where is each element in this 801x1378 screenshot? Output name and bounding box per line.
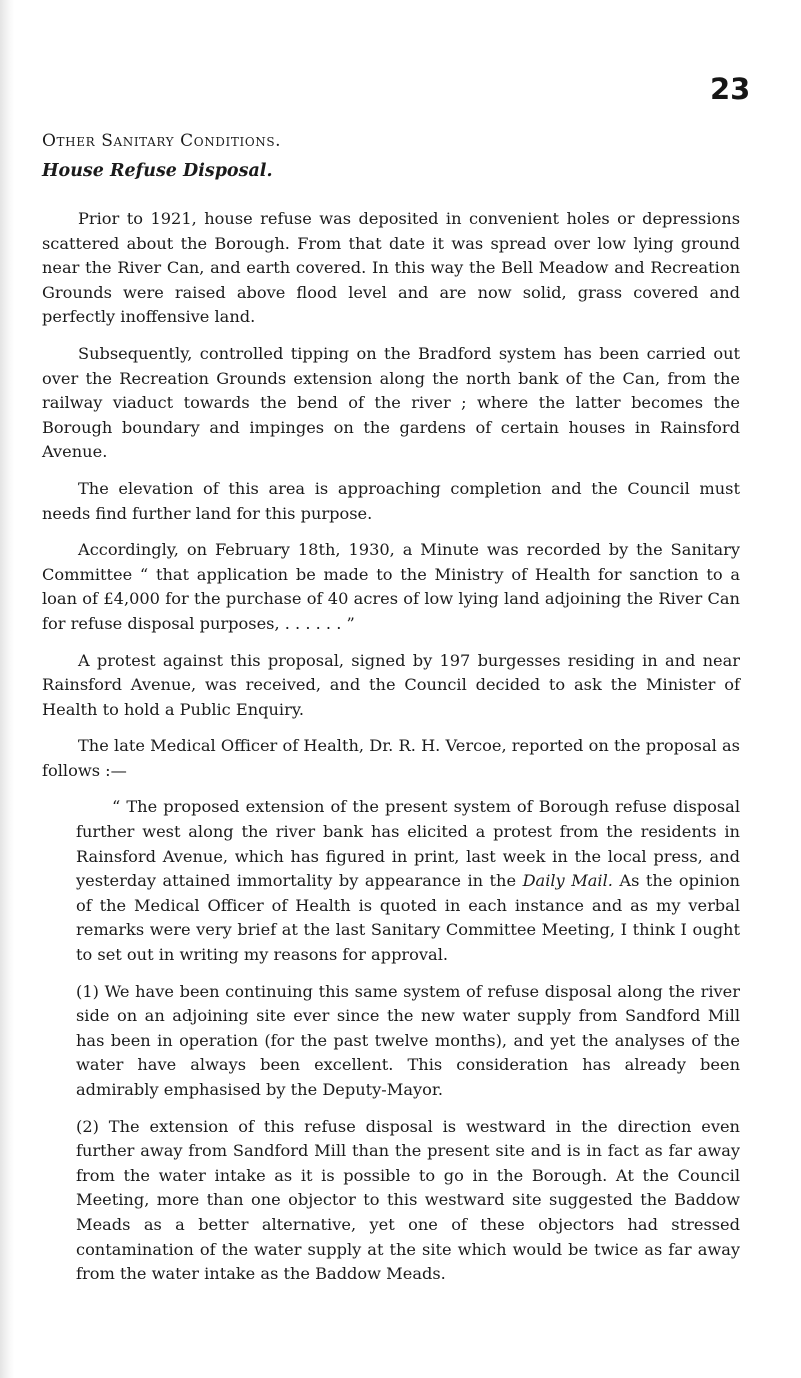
paragraph-3: The elevation of this area is approaching completion and the Council must needs find further land for this purpose.: [42, 478, 740, 523]
sub-heading: House Refuse Disposal.: [42, 161, 273, 181]
quote-part-b: As the opinion of the Medical Officer of Health is quoted in each instance and as my verbal remarks were very brief at the last Sanitary Committee Meeting, I think I ought to set out in writing my reasons for approval.: [76, 871, 740, 965]
paragraph-5: A protest against this proposal, signed by 197 burgesses residing in and near Rainsford Avenue, was received, and the Council decided to ask the Minister of Health to hold a Public Enquiry.: [42, 650, 740, 719]
quote-part-a: “ The proposed extension of the present system of Borough refuse disposal further west along the river bank has elicited a protest from the residents in Rainsford Avenue, which has figured in print, last week in the local press, and yesterday attained immortality by appearance in the: [76, 797, 740, 891]
paragraph-6: The late Medical Officer of Health, Dr. R. H. Vercoe, reported on the proposal as follows :—: [42, 736, 740, 780]
paragraph-4: Accordingly, on February 18th, 1930, a Minute was recorded by the Sanitary Committee “ that application be made to the Ministry of Health for sanction to a loan of £4,000 for the purchase of 40 acres of low lying land adjoining the River Can for refuse disposal purposes, . . . . . . ”: [42, 540, 740, 633]
body-text: [42, 207, 740, 1299]
section-heading: Other Sanitary Conditions.: [42, 131, 282, 151]
numbered-point-2: (2) The extension of this refuse disposal is westward in the direction even further away from Sandford Mill than the present site and is in fact as far away from the water intake as it is possible to go in the Borough. At the Council Meeting, more than one objector to this westward site suggested the Baddow Meads as a better alternative, yet one of these objectors had stressed contamination of the water supply at the site which would be twice as far away from the water intake as the Baddow Meads.: [76, 1116, 740, 1284]
paragraph-2: Subsequently, controlled tipping on the Bradford system has been carried out over the Recreation Grounds extension along the north bank of the Can, from the railway viaduct towards the bend of the river ; where the latter becomes the Borough boundary and impinges on the gardens of certain houses in Rainsford Avenue.: [42, 343, 740, 462]
page-number: 23: [710, 72, 751, 106]
quoted-report: [42, 795, 740, 967]
newspaper-name: Daily Mail.: [522, 871, 613, 891]
scan-shadow-edge: [0, 0, 14, 1378]
numbered-point-1: (1) We have been continuing this same system of refuse disposal along the river side on an adjoining site ever since the new water supply from Sandford Mill has been in operation (for the past twelve months), and yet the analyses of the water have always been excellent. This consideration has already been admirably emphasised by the Deputy-Mayor.: [76, 981, 740, 1099]
paragraph-1: Prior to 1921, house refuse was deposited in convenient holes or depressions scattered about the Borough. From that date it was spread over low lying ground near the River Can, and earth covered. In this way the Bell Meadow and Recreation Grounds were raised above flood level and are now solid, grass covered and perfectly inoffensive land.: [42, 209, 740, 327]
